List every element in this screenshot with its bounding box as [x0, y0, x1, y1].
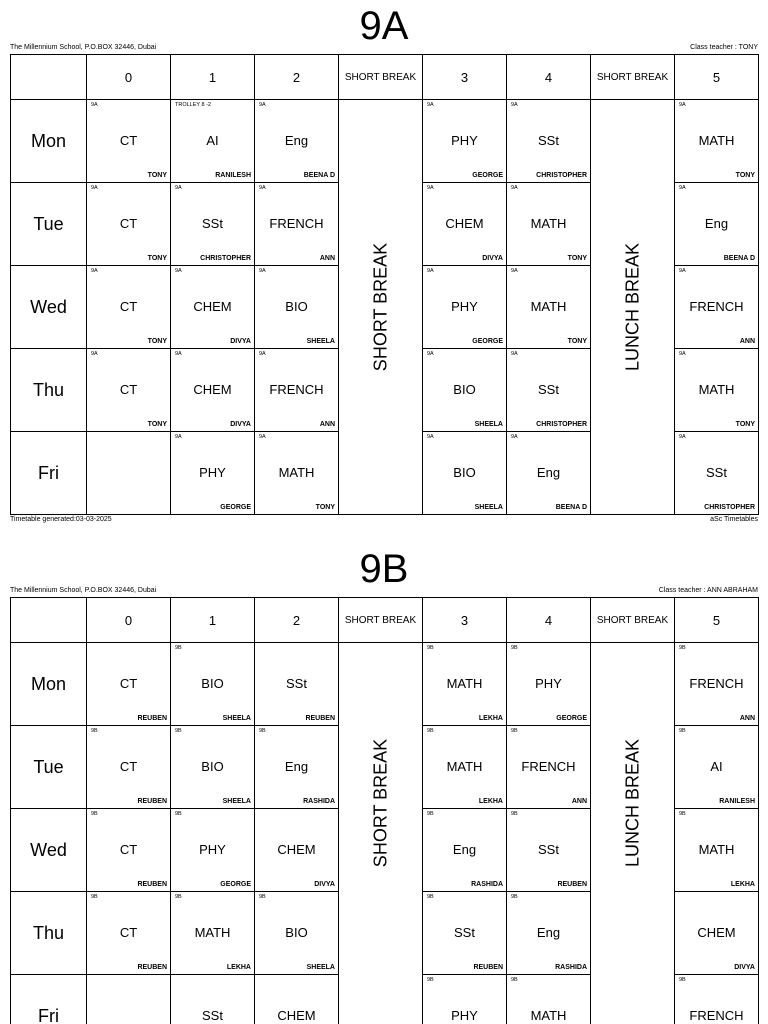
teacher: DIVYA	[230, 421, 251, 428]
teacher: ANN	[739, 338, 755, 345]
subject: CHEM	[193, 299, 232, 314]
lesson-cell	[255, 266, 339, 349]
day-label: Tue	[11, 726, 87, 809]
subject: MATH	[446, 759, 483, 774]
lesson-cell	[423, 266, 507, 349]
subject: AI	[206, 133, 219, 148]
lesson-cell	[675, 726, 759, 809]
room-tag: 9B	[91, 811, 98, 817]
subject: CHEM	[445, 216, 484, 231]
header-row	[11, 598, 759, 643]
subject: BIO	[285, 299, 308, 314]
lesson-cell	[87, 100, 171, 183]
timetable-grid	[10, 54, 759, 515]
room-tag: 9A	[427, 351, 434, 357]
teacher: SHEELA	[306, 338, 335, 345]
room-tag: 9B	[679, 811, 686, 817]
room-tag: 9A	[91, 268, 98, 274]
room-tag: 9B	[175, 811, 182, 817]
subject: MATH	[278, 465, 315, 480]
teacher: RANILESH	[719, 798, 755, 805]
lesson-cell	[87, 975, 171, 1024]
lesson-cell	[255, 726, 339, 809]
room-tag: 9B	[427, 728, 434, 734]
lesson-cell	[507, 349, 591, 432]
subject: CHEM	[277, 842, 316, 857]
lesson-cell	[675, 266, 759, 349]
class-title: 9A	[359, 4, 409, 48]
teacher: GEORGE	[220, 881, 251, 888]
subject: BIO	[201, 759, 224, 774]
subject: BIO	[201, 676, 224, 691]
teacher: ANN	[319, 421, 335, 428]
period-header: 3	[423, 55, 507, 100]
room-tag: 9A	[679, 434, 686, 440]
room-tag: 9B	[511, 811, 518, 817]
lesson-cell	[675, 349, 759, 432]
lesson-cell	[675, 643, 759, 726]
teacher: ANN	[319, 255, 335, 262]
lesson-cell	[675, 892, 759, 975]
day-label: Thu	[11, 892, 87, 975]
lesson-cell	[507, 809, 591, 892]
subject: SSt	[202, 216, 223, 231]
short-break-label: SHORT BREAK	[370, 242, 390, 372]
lesson-cell	[423, 809, 507, 892]
subject: FRENCH	[689, 676, 744, 691]
teacher: GEORGE	[220, 504, 251, 511]
lesson-cell	[171, 975, 255, 1024]
lesson-cell	[255, 975, 339, 1024]
short-break-label: SHORT BREAK	[370, 738, 390, 868]
lesson-cell	[171, 432, 255, 515]
lesson-cell	[675, 100, 759, 183]
teacher: BEENA D	[723, 255, 755, 262]
period-header: 4	[507, 598, 591, 643]
teacher: CHRISTOPHER	[536, 421, 587, 428]
subject: Eng	[284, 133, 309, 148]
subject: BIO	[285, 925, 308, 940]
lesson-cell	[171, 892, 255, 975]
teacher: DIVYA	[314, 881, 335, 888]
room-tag: 9B	[427, 645, 434, 651]
subject: Eng	[536, 465, 561, 480]
class-title: 9B	[359, 547, 409, 591]
subject: SSt	[286, 676, 307, 691]
day-label: Wed	[11, 266, 87, 349]
room-tag: 9A	[679, 102, 686, 108]
school-name: The Millennium School, P.O.BOX 32446, Dubai	[10, 587, 157, 594]
room-tag: 9A	[679, 351, 686, 357]
subject: SSt	[706, 465, 727, 480]
subject: FRENCH	[269, 382, 324, 397]
subject: CHEM	[697, 925, 736, 940]
lesson-cell	[507, 432, 591, 515]
teacher: LEKHA	[226, 964, 251, 971]
room-tag: 9A	[91, 102, 98, 108]
teacher: LEKHA	[478, 798, 503, 805]
room-tag: 9A	[427, 185, 434, 191]
lesson-cell	[171, 726, 255, 809]
teacher: TONY	[735, 172, 755, 179]
subject: CT	[119, 216, 138, 231]
lesson-cell	[255, 892, 339, 975]
lesson-cell	[675, 809, 759, 892]
lesson-cell	[87, 349, 171, 432]
subject: PHY	[199, 842, 226, 857]
day-label: Mon	[11, 643, 87, 726]
period-header: 5	[675, 598, 759, 643]
teacher: GEORGE	[472, 338, 503, 345]
period-header: 0	[87, 598, 171, 643]
lesson-cell	[423, 726, 507, 809]
lesson-cell	[507, 975, 591, 1024]
room-tag: 9A	[511, 351, 518, 357]
lesson-cell	[507, 726, 591, 809]
teacher: TONY	[147, 338, 167, 345]
subject: MATH	[698, 382, 735, 397]
subject: BIO	[453, 382, 476, 397]
subject: AI	[710, 759, 723, 774]
subject: CT	[119, 759, 138, 774]
lesson-cell	[675, 432, 759, 515]
day-row	[11, 100, 759, 183]
day-label: Fri	[11, 975, 87, 1024]
room-tag: 9A	[259, 185, 266, 191]
room-tag: 9B	[679, 728, 686, 734]
room-tag: 9B	[259, 894, 266, 900]
lesson-cell	[507, 183, 591, 266]
lesson-cell	[675, 975, 759, 1024]
timetable-grid	[10, 597, 759, 1024]
teacher: TONY	[735, 421, 755, 428]
lesson-cell	[171, 100, 255, 183]
room-tag: 9B	[175, 894, 182, 900]
teacher: DIVYA	[230, 338, 251, 345]
subject: SSt	[454, 925, 475, 940]
lesson-cell	[171, 266, 255, 349]
break-header: SHORT BREAK	[339, 55, 423, 100]
teacher: TONY	[147, 172, 167, 179]
teacher: TONY	[147, 255, 167, 262]
lesson-cell	[87, 892, 171, 975]
lunch-break-label: LUNCH BREAK	[622, 242, 642, 372]
teacher: SHEELA	[306, 964, 335, 971]
room-tag: 9B	[679, 645, 686, 651]
short-break-column	[339, 643, 423, 1024]
lesson-cell	[255, 432, 339, 515]
corner-cell	[11, 55, 87, 100]
room-tag: TROLLEY 8 -2	[175, 102, 211, 108]
room-tag: 9A	[511, 185, 518, 191]
room-tag: 9B	[175, 728, 182, 734]
subject: SSt	[538, 842, 559, 857]
room-tag: 9B	[511, 894, 518, 900]
teacher: REUBEN	[137, 881, 167, 888]
teacher: SHEELA	[222, 715, 251, 722]
lesson-cell	[255, 100, 339, 183]
subject: MATH	[530, 1008, 567, 1023]
lesson-cell	[255, 643, 339, 726]
room-tag: 9A	[427, 102, 434, 108]
teacher: LEKHA	[730, 881, 755, 888]
lesson-cell	[675, 183, 759, 266]
day-label: Mon	[11, 100, 87, 183]
lesson-cell	[171, 349, 255, 432]
subject: SSt	[202, 1008, 223, 1023]
short-break-column	[339, 100, 423, 515]
subject: MATH	[530, 299, 567, 314]
subject: CT	[119, 842, 138, 857]
room-tag: 9A	[91, 351, 98, 357]
teacher: TONY	[147, 421, 167, 428]
subject: BIO	[453, 465, 476, 480]
corner-cell	[11, 598, 87, 643]
lesson-cell	[423, 432, 507, 515]
room-tag: 9A	[511, 434, 518, 440]
class-teacher: Class teacher : TONY	[690, 44, 758, 51]
teacher: SHEELA	[474, 421, 503, 428]
period-header: 2	[255, 598, 339, 643]
subject: FRENCH	[689, 299, 744, 314]
period-header: 2	[255, 55, 339, 100]
lesson-cell	[171, 183, 255, 266]
period-header: 1	[171, 598, 255, 643]
teacher: RASHIDA	[303, 798, 335, 805]
teacher: RANILESH	[215, 172, 251, 179]
lesson-cell	[507, 266, 591, 349]
lesson-cell	[87, 726, 171, 809]
room-tag: 9A	[679, 268, 686, 274]
day-label: Fri	[11, 432, 87, 515]
software-credit: aSc Timetables	[710, 516, 758, 523]
room-tag: 9A	[175, 434, 182, 440]
room-tag: 9A	[427, 434, 434, 440]
subject: CT	[119, 925, 138, 940]
room-tag: 9B	[511, 645, 518, 651]
teacher: ANN	[739, 715, 755, 722]
teacher: SHEELA	[474, 504, 503, 511]
lesson-cell	[255, 349, 339, 432]
teacher: TONY	[315, 504, 335, 511]
room-tag: 9B	[259, 728, 266, 734]
lesson-cell	[171, 809, 255, 892]
teacher: CHRISTOPHER	[200, 255, 251, 262]
subject: SSt	[538, 133, 559, 148]
lunch-break-column	[591, 100, 675, 515]
subject: Eng	[452, 842, 477, 857]
day-row	[11, 643, 759, 726]
room-tag: 9B	[511, 728, 518, 734]
room-tag: 9A	[175, 185, 182, 191]
room-tag: 9B	[427, 811, 434, 817]
subject: PHY	[451, 1008, 478, 1023]
teacher: CHRISTOPHER	[704, 504, 755, 511]
header-row	[11, 55, 759, 100]
teacher: DIVYA	[482, 255, 503, 262]
lesson-cell	[87, 809, 171, 892]
lesson-cell	[507, 643, 591, 726]
subject: CT	[119, 382, 138, 397]
teacher: ANN	[571, 798, 587, 805]
room-tag: 9A	[259, 102, 266, 108]
lesson-cell	[87, 643, 171, 726]
subject: MATH	[698, 842, 735, 857]
subject: Eng	[536, 925, 561, 940]
subject: CT	[119, 676, 138, 691]
teacher: DIVYA	[734, 964, 755, 971]
teacher: BEENA D	[555, 504, 587, 511]
lesson-cell	[423, 975, 507, 1024]
lunch-break-label: LUNCH BREAK	[622, 738, 642, 868]
day-label: Thu	[11, 349, 87, 432]
day-label: Tue	[11, 183, 87, 266]
period-header: 5	[675, 55, 759, 100]
teacher: RASHIDA	[555, 964, 587, 971]
period-header: 0	[87, 55, 171, 100]
room-tag: 9A	[259, 268, 266, 274]
teacher: REUBEN	[137, 715, 167, 722]
subject: MATH	[194, 925, 231, 940]
period-header: 3	[423, 598, 507, 643]
room-tag: 9B	[427, 977, 434, 983]
teacher: TONY	[567, 338, 587, 345]
room-tag: 9B	[427, 894, 434, 900]
room-tag: 9A	[427, 268, 434, 274]
teacher: BEENA D	[303, 172, 335, 179]
room-tag: 9A	[91, 185, 98, 191]
subject: Eng	[704, 216, 729, 231]
lesson-cell	[423, 643, 507, 726]
lunch-break-column	[591, 643, 675, 1024]
room-tag: 9A	[259, 434, 266, 440]
subject: PHY	[451, 299, 478, 314]
teacher: GEORGE	[472, 172, 503, 179]
room-tag: 9A	[679, 185, 686, 191]
subject: Eng	[284, 759, 309, 774]
lesson-cell	[507, 100, 591, 183]
period-header: 4	[507, 55, 591, 100]
break-header: SHORT BREAK	[591, 598, 675, 643]
teacher: REUBEN	[473, 964, 503, 971]
lesson-cell	[423, 100, 507, 183]
period-header: 1	[171, 55, 255, 100]
lesson-cell	[87, 266, 171, 349]
room-tag: 9A	[259, 351, 266, 357]
teacher: SHEELA	[222, 798, 251, 805]
break-header: SHORT BREAK	[591, 55, 675, 100]
teacher: LEKHA	[478, 715, 503, 722]
lesson-cell	[171, 643, 255, 726]
lesson-cell	[423, 183, 507, 266]
lesson-cell	[255, 183, 339, 266]
lesson-cell	[423, 349, 507, 432]
teacher: TONY	[567, 255, 587, 262]
room-tag: 9A	[175, 351, 182, 357]
lesson-cell	[87, 432, 171, 515]
timetable-9b	[0, 543, 768, 1024]
room-tag: 9B	[91, 728, 98, 734]
room-tag: 9A	[511, 268, 518, 274]
subject: FRENCH	[269, 216, 324, 231]
subject: MATH	[530, 216, 567, 231]
lesson-cell	[507, 892, 591, 975]
teacher: RASHIDA	[471, 881, 503, 888]
room-tag: 9B	[679, 977, 686, 983]
break-header: SHORT BREAK	[339, 598, 423, 643]
teacher: REUBEN	[305, 715, 335, 722]
subject: SSt	[538, 382, 559, 397]
day-label: Wed	[11, 809, 87, 892]
subject: PHY	[535, 676, 562, 691]
subject: CHEM	[193, 382, 232, 397]
class-teacher: Class teacher : ANN ABRAHAM	[658, 587, 758, 594]
subject: CHEM	[277, 1008, 316, 1023]
subject: CT	[119, 299, 138, 314]
subject: MATH	[698, 133, 735, 148]
teacher: GEORGE	[556, 715, 587, 722]
school-name: The Millennium School, P.O.BOX 32446, Dubai	[10, 44, 157, 51]
teacher: REUBEN	[137, 798, 167, 805]
lesson-cell	[255, 809, 339, 892]
generated-date: Timetable generated:03-03-2025	[10, 516, 112, 523]
subject: MATH	[446, 676, 483, 691]
teacher: REUBEN	[557, 881, 587, 888]
lesson-cell	[423, 892, 507, 975]
lesson-cell	[87, 183, 171, 266]
room-tag: 9B	[175, 645, 182, 651]
room-tag: 9B	[91, 894, 98, 900]
teacher: REUBEN	[137, 964, 167, 971]
subject: PHY	[451, 133, 478, 148]
room-tag: 9A	[511, 102, 518, 108]
room-tag: 9A	[175, 268, 182, 274]
teacher: CHRISTOPHER	[536, 172, 587, 179]
subject: FRENCH	[689, 1008, 744, 1023]
subject: CT	[119, 133, 138, 148]
subject: FRENCH	[521, 759, 576, 774]
room-tag: 9B	[511, 977, 518, 983]
subject: PHY	[199, 465, 226, 480]
